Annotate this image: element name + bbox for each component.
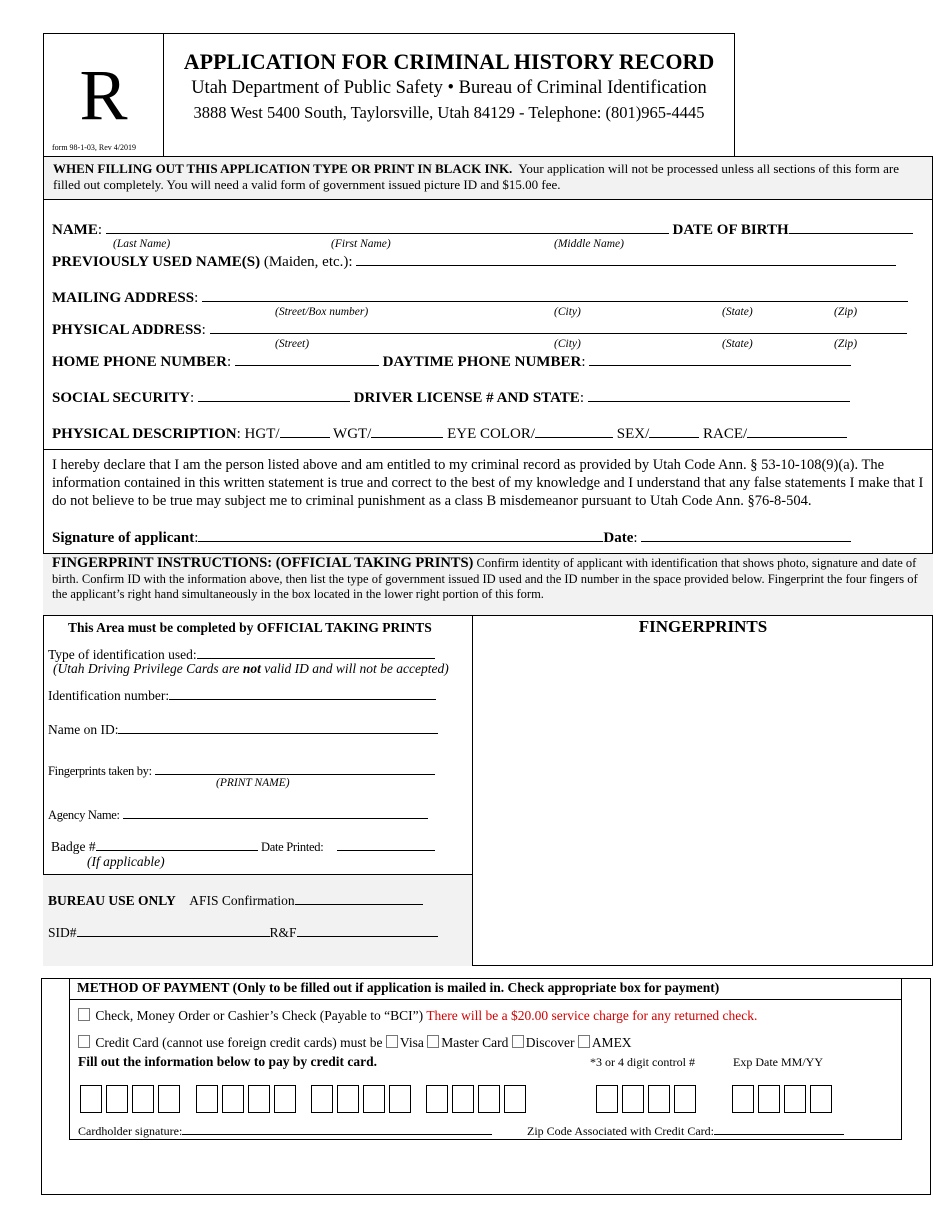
- phys-desc-row: PHYSICAL DESCRIPTION: HGT/ WGT/ EYE COLOR/ SEX/ RACE/: [52, 424, 847, 443]
- declaration-text: I hereby declare that I am the person listed above and am entitled to my criminal record as provided by Utah Code Ann. § 53-10-108(9)(a). The information contained in this written statement is true and correct to the best of my knowledge and I understand that any false statements I make that I do not believe to be true may subject me to criminal punishment as a class B misdemeanor pursuant to Utah Code Ann. §76-8-504.: [52, 457, 924, 509]
- rf-label: R&F: [269, 925, 297, 940]
- check-label: Check, Money Order or Cashier’s Check (Payable to “BCI”): [95, 1008, 424, 1023]
- exp-digit-box[interactable]: [758, 1085, 780, 1113]
- bureau-row: [48, 891, 423, 909]
- exp-digit-box[interactable]: [810, 1085, 832, 1113]
- card-digit-box[interactable]: [337, 1085, 359, 1113]
- hgt-field[interactable]: [280, 424, 330, 438]
- agency-field[interactable]: [123, 805, 428, 819]
- amex-label: AMEX: [591, 1035, 632, 1050]
- id-type-field[interactable]: [197, 645, 435, 659]
- id-number-label: Identification number:: [48, 688, 170, 703]
- name-on-id-row: [48, 720, 438, 738]
- exp-digit-box[interactable]: [732, 1085, 754, 1113]
- name-row: NAME: DATE OF BIRTH: [52, 220, 913, 239]
- card-digit-box[interactable]: [274, 1085, 296, 1113]
- prev-names-row: [52, 252, 896, 271]
- hgt-label: HGT/: [244, 426, 280, 442]
- print-name-hint: (PRINT NAME): [216, 777, 290, 789]
- home-phone-label: HOME PHONE NUMBER: [52, 354, 227, 370]
- id-note: (Utah Driving Privilege Cards are not valid ID and will not be accepted): [53, 661, 449, 676]
- date-printed-field[interactable]: [337, 837, 435, 851]
- signature-label: Signature of applicant: [52, 530, 195, 546]
- signature-row: Signature of applicant: Date:: [52, 528, 851, 547]
- discover-checkbox[interactable]: [512, 1035, 524, 1048]
- wgt-label: WGT/: [333, 426, 372, 442]
- control-digit-box[interactable]: [648, 1085, 670, 1113]
- cardholder-label: Cardholder signature:: [78, 1124, 183, 1138]
- logo-cell: [43, 33, 164, 157]
- credit-row: [78, 1035, 632, 1051]
- cardholder-field[interactable]: [182, 1123, 492, 1135]
- prev-names-label: PREVIOUSLY USED NAME(S): [52, 254, 261, 270]
- check-row: [78, 1008, 757, 1024]
- last-name-hint: (Last Name): [113, 238, 171, 250]
- zip-row: [527, 1123, 844, 1139]
- sid-label: SID#: [48, 925, 77, 940]
- rf-field[interactable]: [297, 923, 438, 937]
- bureau-label: BUREAU USE ONLY: [48, 893, 176, 908]
- instructions-box: [43, 156, 933, 200]
- card-digit-box[interactable]: [311, 1085, 333, 1113]
- id-number-field[interactable]: [169, 686, 436, 700]
- ssn-label: SOCIAL SECURITY: [52, 390, 190, 406]
- afis-field[interactable]: [295, 891, 423, 905]
- ssn-field[interactable]: [198, 388, 350, 402]
- dob-label: DATE OF BIRTH: [672, 222, 789, 238]
- check-checkbox[interactable]: [78, 1008, 90, 1021]
- agency-address: 3888 West 5400 South, Taylorsville, Utah 84129 - Telephone: (801)965-4445: [193, 103, 705, 122]
- sex-label: SEX/: [616, 426, 650, 442]
- card-digit-box[interactable]: [106, 1085, 128, 1113]
- zip-label: Zip Code Associated with Credit Card:: [527, 1124, 714, 1138]
- card-digit-box[interactable]: [196, 1085, 218, 1113]
- check-warning: There will be a $20.00 service charge for any returned check.: [426, 1008, 758, 1023]
- exp-digit-box[interactable]: [784, 1085, 806, 1113]
- fingerprint-instructions-text: Confirm identity of applicant with identification that shows photo, signature and date of birth. Confirm ID with the information above, then list the type of government issued ID used and the ID number in the space provided below. Fingerprint the four fingers of the applicant’s right hand simultaneously in the box located in the lower right portion of this form.: [52, 556, 918, 601]
- mailing-field[interactable]: [202, 288, 908, 302]
- card-digit-box[interactable]: [132, 1085, 154, 1113]
- agency-subtitle: Utah Department of Public Safety • Bureau of Criminal Identification: [191, 78, 707, 98]
- credit-label: Credit Card (cannot use foreign credit cards) must be: [95, 1035, 383, 1050]
- name-label: NAME: [52, 222, 98, 238]
- sid-field[interactable]: [77, 923, 270, 937]
- zip-field[interactable]: [714, 1123, 844, 1135]
- name-on-id-field[interactable]: [118, 720, 438, 734]
- id-type-label: Type of identification used:: [48, 647, 197, 662]
- id-number-row: [48, 686, 436, 704]
- card-digit-box[interactable]: [478, 1085, 500, 1113]
- instructions-bold: WHEN FILLING OUT THIS APPLICATION TYPE OR PRINT IN BLACK INK.: [53, 161, 513, 176]
- card-digit-box[interactable]: [363, 1085, 385, 1113]
- race-label: RACE/: [703, 426, 748, 442]
- state-hint-1: (State): [722, 306, 753, 318]
- instructions-text: Your application will not be processed unless all sections of this form are filled out completely. You will need a valid form of government issued picture ID and $15.00 fee.: [53, 161, 900, 192]
- card-digit-box[interactable]: [504, 1085, 526, 1113]
- card-digit-box[interactable]: [80, 1085, 102, 1113]
- taken-by-label: Fingerprints taken by:: [48, 764, 152, 778]
- physical-row: PHYSICAL ADDRESS:: [52, 320, 907, 339]
- ssn-row: SOCIAL SECURITY: DRIVER LICENSE # AND STATE:: [52, 388, 850, 407]
- control-digit-box[interactable]: [674, 1085, 696, 1113]
- first-name-hint: (First Name): [331, 238, 391, 250]
- logo-letter: R: [79, 55, 128, 135]
- state-hint-2: (State): [722, 338, 753, 350]
- bureau-area: [43, 874, 473, 966]
- sex-field[interactable]: [649, 424, 699, 438]
- card-digit-box[interactable]: [452, 1085, 474, 1113]
- control-digit-box[interactable]: [622, 1085, 644, 1113]
- mailing-label: MAILING ADDRESS: [52, 290, 195, 306]
- official-heading: This Area must be completed by OFFICIAL TAKING PRINTS: [68, 620, 432, 635]
- control-digit-box[interactable]: [596, 1085, 618, 1113]
- amex-checkbox[interactable]: [578, 1035, 590, 1048]
- eye-label: EYE COLOR/: [447, 426, 536, 442]
- dob-field[interactable]: [789, 220, 913, 234]
- card-digit-box[interactable]: [426, 1085, 448, 1113]
- date-label: Date: [603, 530, 634, 546]
- control-label: *3 or 4 digit control #: [590, 1055, 695, 1069]
- card-digit-box[interactable]: [389, 1085, 411, 1113]
- city-hint-2: (City): [554, 338, 581, 350]
- mailing-row: MAILING ADDRESS:: [52, 288, 908, 307]
- mastercard-checkbox[interactable]: [427, 1035, 439, 1048]
- payment-header: METHOD OF PAYMENT (Only to be filled out if application is mailed in. Check appropriate box for payment): [69, 978, 902, 1000]
- name-field[interactable]: [106, 220, 669, 234]
- page-title: APPLICATION FOR CRIMINAL HISTORY RECORD: [183, 49, 715, 74]
- street-box-hint: (Street/Box number): [275, 306, 369, 318]
- if-applicable-hint: (If applicable): [87, 854, 165, 869]
- badge-field[interactable]: [96, 837, 258, 851]
- card-digit-box[interactable]: [248, 1085, 270, 1113]
- badge-row: [51, 837, 435, 855]
- dl-label: DRIVER LICENSE # AND STATE: [353, 390, 580, 406]
- exp-label: Exp Date MM/YY: [733, 1055, 823, 1069]
- signature-field[interactable]: [198, 528, 603, 542]
- zip-hint-2: (Zip): [834, 338, 858, 350]
- date-printed-label: Date Printed:: [261, 840, 324, 854]
- sid-row: [48, 923, 438, 941]
- afis-label: AFIS Confirmation: [189, 893, 295, 908]
- physical-label: PHYSICAL ADDRESS: [52, 322, 202, 338]
- card-digit-box[interactable]: [222, 1085, 244, 1113]
- prev-names-hint: (Maiden, etc.):: [263, 254, 353, 270]
- phone-row: HOME PHONE NUMBER: DAYTIME PHONE NUMBER:: [52, 352, 851, 371]
- cardholder-row: [78, 1123, 492, 1139]
- city-hint-1: (City): [554, 306, 581, 318]
- wgt-field[interactable]: [371, 424, 443, 438]
- daytime-phone-field[interactable]: [589, 352, 851, 366]
- date-field[interactable]: [641, 528, 851, 542]
- street-hint: (Street): [275, 338, 310, 350]
- eye-field[interactable]: [535, 424, 613, 438]
- dl-field[interactable]: [588, 388, 850, 402]
- badge-label: Badge #: [51, 839, 96, 854]
- credit-checkbox[interactable]: [78, 1035, 90, 1048]
- fingerprint-instructions-bold: FINGERPRINT INSTRUCTIONS: (OFFICIAL TAKING PRINTS): [52, 555, 474, 571]
- home-phone-field[interactable]: [235, 352, 379, 366]
- zip-hint-1: (Zip): [834, 306, 858, 318]
- prev-names-field[interactable]: [356, 252, 896, 266]
- visa-label: Visa: [399, 1035, 424, 1050]
- race-field[interactable]: [747, 424, 847, 438]
- daytime-phone-label: DAYTIME PHONE NUMBER: [382, 354, 582, 370]
- discover-label: Discover: [525, 1035, 575, 1050]
- taken-by-field[interactable]: [155, 761, 435, 775]
- fingerprints-title: FINGERPRINTS: [638, 617, 768, 636]
- physical-field[interactable]: [210, 320, 907, 334]
- phys-desc-label: PHYSICAL DESCRIPTION: [52, 426, 237, 442]
- fingerprint-instructions-box: [43, 553, 933, 616]
- agency-label: Agency Name:: [48, 808, 120, 822]
- fill-out-label: Fill out the information below to pay by credit card.: [78, 1054, 377, 1069]
- mastercard-label: Master Card: [441, 1035, 509, 1050]
- fingerprint-box[interactable]: [474, 640, 932, 965]
- form-number: form 98-1-03, Rev 4/2019: [52, 143, 136, 152]
- card-digit-box[interactable]: [158, 1085, 180, 1113]
- visa-checkbox[interactable]: [386, 1035, 398, 1048]
- agency-row: [48, 805, 428, 823]
- middle-name-hint: (Middle Name): [554, 238, 624, 250]
- name-on-id-label: Name on ID:: [48, 722, 119, 737]
